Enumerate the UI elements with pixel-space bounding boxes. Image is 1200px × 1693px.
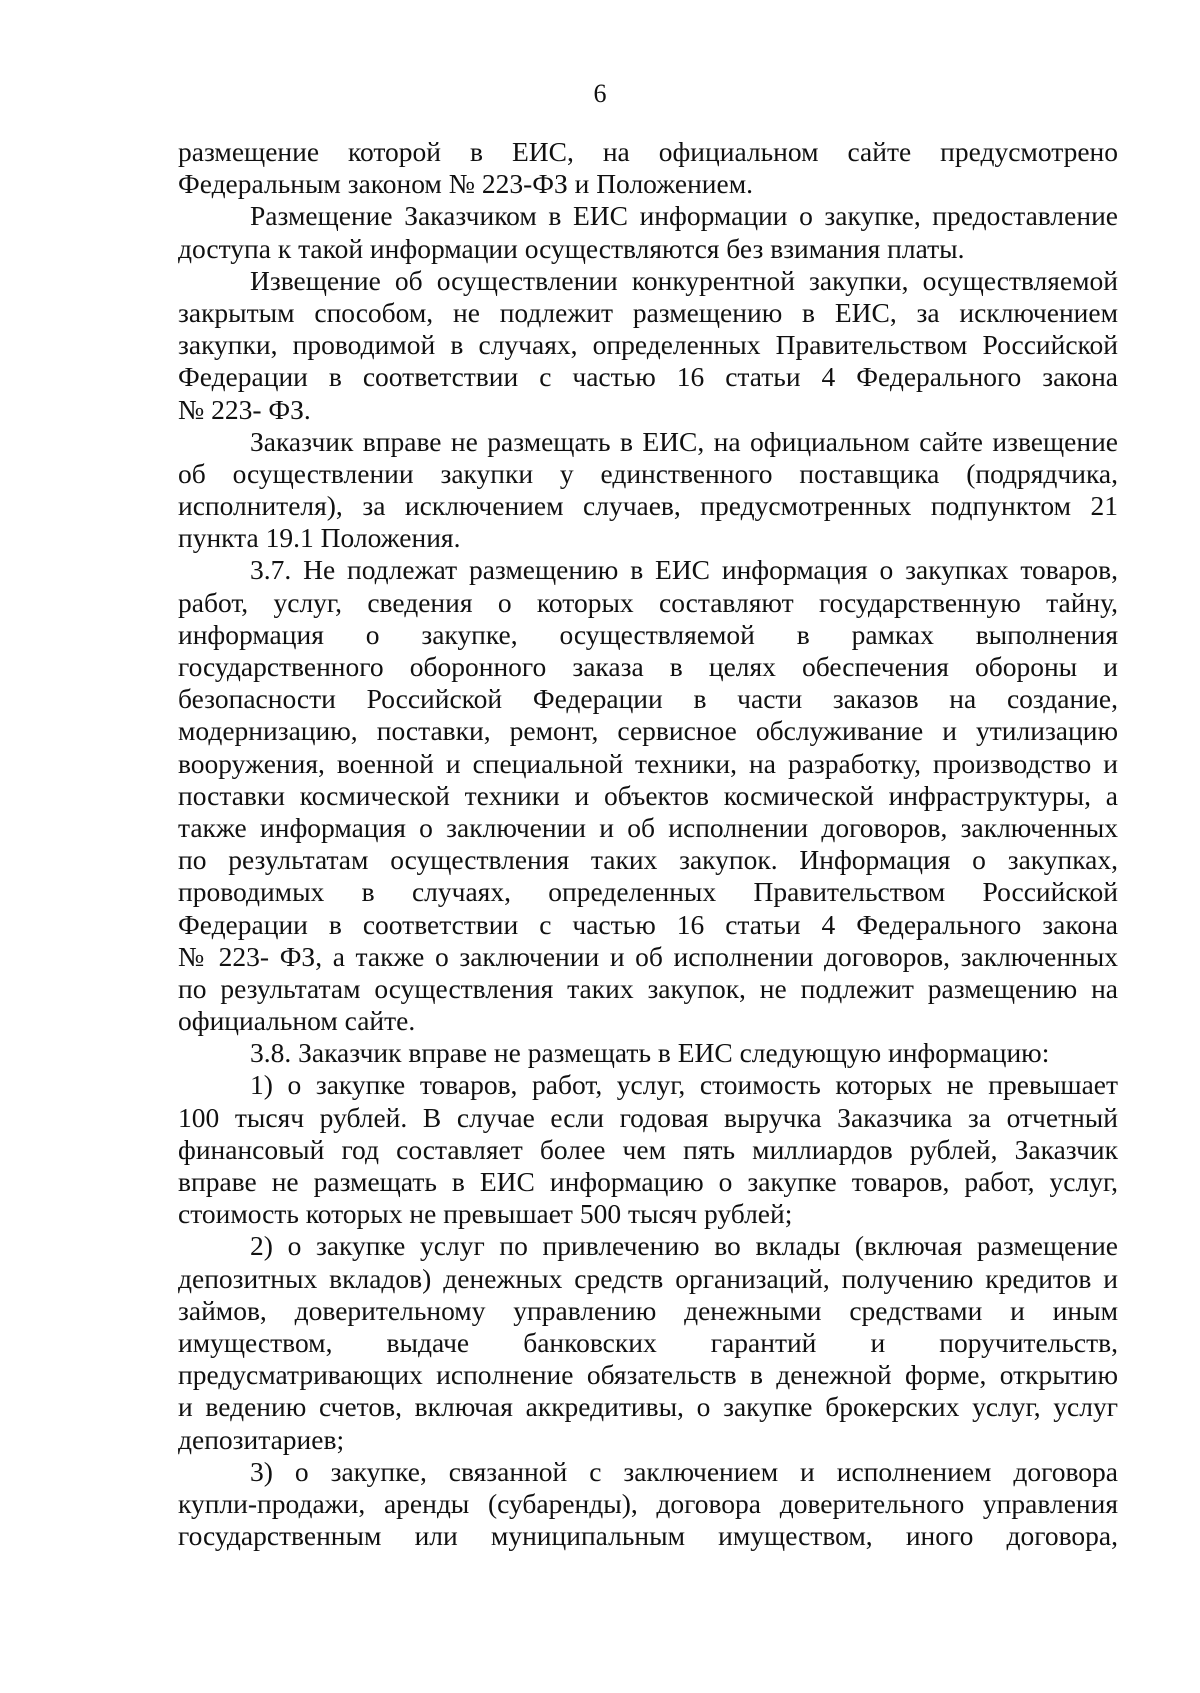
- text-line: 3.7. Не подлежат размещению в ЕИС информация о закупках товаров,: [250, 554, 1118, 586]
- text-line: безопасности Российской Федерации в части заказов на создание,: [178, 683, 1118, 715]
- text-line: Заказчик вправе не размещать в ЕИС, на официальном сайте извещение: [250, 425, 1118, 457]
- text-line: закупки, проводимой в случаях, определенных Правительством Российской: [178, 329, 1118, 361]
- text-line: 100 тысяч рублей. В случае если годовая выручка Заказчика за отчетный: [178, 1101, 1118, 1133]
- text-line: по результатам осуществления таких закупок, не подлежит размещению на: [178, 972, 1118, 1004]
- text-line: проводимых в случаях, определенных Правительством Российской: [178, 876, 1118, 908]
- text-line: также информация о заключении и об исполнении договоров, заключенных: [178, 811, 1118, 843]
- text-line: модернизацию, поставки, ремонт, сервисное обслуживание и утилизацию: [178, 715, 1118, 747]
- text-line: Федеральным законом № 223-ФЗ и Положением.: [178, 168, 753, 200]
- text-line: пункта 19.1 Положения.: [178, 522, 461, 554]
- document-body: [178, 136, 1118, 1552]
- text-line: поставки космической техники и объектов космической инфраструктуры, а: [178, 779, 1118, 811]
- text-line: предусматривающих исполнение обязательств в денежной форме, открытию: [178, 1359, 1118, 1391]
- text-line: 3.8. Заказчик вправе не размещать в ЕИС следующую информацию:: [250, 1037, 1050, 1069]
- text-line: государственным или муниципальным имуществом, иного договора,: [178, 1520, 1118, 1552]
- text-line: официальном сайте.: [178, 1005, 416, 1037]
- text-line: Размещение Заказчиком в ЕИС информации о закупке, предоставление: [250, 200, 1118, 232]
- text-line: имуществом, выдаче банковских гарантий и поручительств,: [178, 1326, 1118, 1358]
- text-line: Федерации в соответствии с частью 16 статьи 4 Федерального закона: [178, 361, 1118, 393]
- text-line: государственного оборонного заказа в целях обеспечения обороны и: [178, 651, 1118, 682]
- text-line: 1) о закупке товаров, работ, услуг, стоимость которых не превышает: [250, 1069, 1118, 1101]
- text-line: исполнителя), за исключением случаев, предусмотренных подпунктом 21: [178, 490, 1118, 522]
- text-line: № 223- ФЗ.: [178, 393, 311, 425]
- text-line: и ведению счетов, включая аккредитивы, о закупке брокерских услуг, услуг: [178, 1391, 1118, 1423]
- text-line: 3) о закупке, связанной с заключением и исполнением договора: [250, 1455, 1118, 1487]
- page-number: 6: [593, 79, 607, 108]
- text-line: доступа к такой информации осуществляются без взимания платы.: [178, 232, 965, 264]
- text-line: информация о закупке, осуществляемой в рамках выполнения: [178, 618, 1118, 650]
- text-line: стоимость которых не превышает 500 тысяч рублей;: [178, 1198, 793, 1230]
- text-line: купли-продажи, аренды (субаренды), договора доверительного управления: [178, 1487, 1118, 1519]
- text-line: работ, услуг, сведения о которых составляют государственную тайну,: [178, 586, 1118, 618]
- text-line: депозитных вкладов) денежных средств организаций, получению кредитов и: [178, 1262, 1118, 1294]
- text-line: Федерации в соответствии с частью 16 статьи 4 Федерального закона: [178, 908, 1118, 940]
- text-line: 2) о закупке услуг по привлечению во вклады (включая размещение: [250, 1230, 1118, 1262]
- text-line: займов, доверительному управлению денежными средствами и иным: [178, 1294, 1118, 1326]
- text-line: финансовый год составляет более чем пять миллиардов рублей, Заказчик: [178, 1133, 1118, 1165]
- text-line: размещение которой в ЕИС, на официальном сайте предусмотрено: [178, 136, 1118, 167]
- text-line: по результатам осуществления таких закупок. Информация о закупках,: [178, 844, 1118, 876]
- text-line: закрытым способом, не подлежит размещению в ЕИС, за исключением: [178, 296, 1118, 328]
- text-line: депозитариев;: [178, 1423, 345, 1455]
- text-line: № 223- ФЗ, а также о заключении и об исполнении договоров, заключенных: [178, 940, 1118, 972]
- text-line: об осуществлении закупки у единственного поставщика (подрядчика,: [178, 457, 1118, 489]
- text-line: Извещение об осуществлении конкурентной закупки, осуществляемой: [250, 264, 1118, 296]
- text-line: вооружения, военной и специальной техники, на разработку, производство и: [178, 747, 1118, 779]
- text-line: вправе не размещать в ЕИС информацию о закупке товаров, работ, услуг,: [178, 1166, 1118, 1197]
